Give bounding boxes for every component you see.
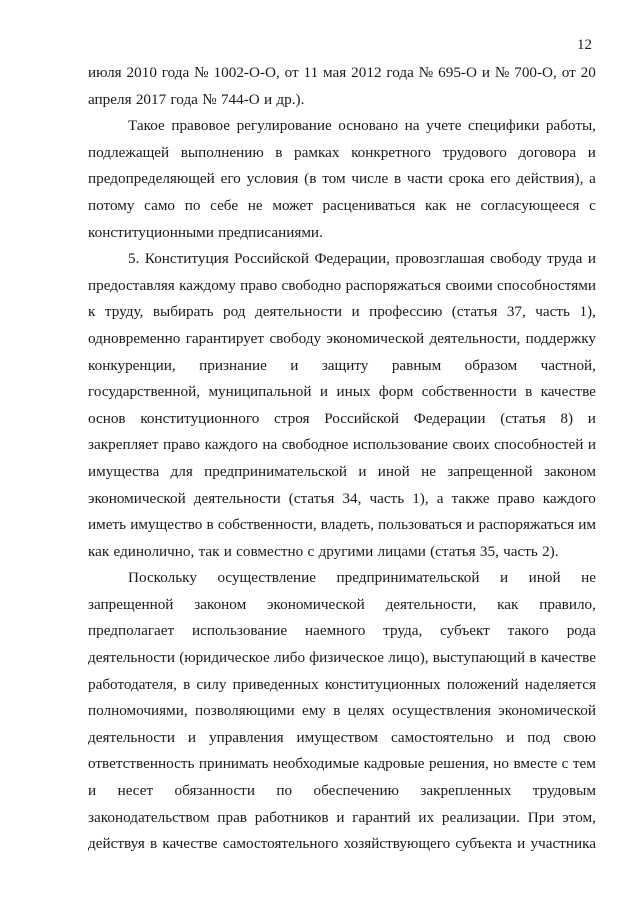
word: самостоятельно: [390, 728, 494, 746]
word: и: [264, 90, 273, 108]
word: труда,: [383, 622, 423, 640]
word: трудовым: [532, 782, 596, 800]
word: от: [284, 64, 299, 81]
word: 1),: [412, 489, 429, 507]
text-line: [88, 330, 596, 357]
word: предполагает: [88, 622, 175, 640]
word: и: [358, 462, 367, 480]
word: а: [589, 170, 596, 188]
word: (юридическое: [179, 649, 270, 667]
text-line: [88, 383, 596, 410]
word: может: [272, 196, 313, 214]
word: экономической: [326, 329, 425, 347]
word: целях: [347, 702, 385, 720]
word: выполнению: [180, 143, 264, 161]
word: числе: [351, 170, 389, 188]
word: 11: [303, 64, 319, 81]
word: в: [529, 649, 537, 667]
word: учете: [426, 117, 462, 135]
word: каждому: [179, 276, 236, 294]
word: и: [88, 782, 97, 800]
word: 2012: [351, 64, 382, 81]
word: субъекта: [455, 835, 513, 853]
word: одновременно: [88, 329, 181, 347]
word: в: [206, 516, 214, 534]
word: право: [163, 436, 201, 454]
word: качестве: [162, 835, 218, 853]
word: своими: [445, 276, 493, 294]
word: условия: [246, 170, 299, 188]
word: работы,: [545, 117, 596, 135]
word: (статья: [451, 303, 498, 321]
text-line: [88, 64, 596, 91]
word: работодателя,: [88, 675, 177, 693]
word: ответственность: [88, 755, 195, 773]
word: (статья: [430, 542, 476, 560]
word: правовое: [171, 117, 231, 135]
word: не: [247, 196, 263, 214]
word: другими: [318, 542, 374, 560]
word: конституционных: [324, 675, 441, 693]
word: хозяйствующего: [343, 835, 451, 853]
word: поддержку: [525, 329, 596, 347]
word: том: [322, 170, 346, 188]
word: не: [455, 196, 471, 214]
text-line: [88, 622, 596, 649]
word: Конституция: [144, 250, 229, 268]
word: иметь: [88, 516, 127, 534]
word: имуществом: [296, 728, 379, 746]
word: апреля: [88, 90, 132, 108]
word: собственности,: [217, 516, 317, 534]
word: провозглашая: [395, 250, 485, 268]
text-line: [88, 809, 596, 836]
word: регулирование: [236, 117, 332, 135]
word: предпринимательской: [336, 569, 480, 587]
text-line: [88, 410, 596, 437]
word: образом: [464, 356, 518, 374]
word: деятельности: [193, 489, 281, 507]
word: распоряжаться: [345, 276, 442, 294]
word: защиту: [321, 356, 369, 374]
word: кадровые: [363, 755, 425, 773]
word: и: [319, 383, 329, 401]
text-line: [88, 755, 596, 782]
word: согласующееся: [480, 196, 580, 214]
word: приведенных: [232, 675, 319, 693]
word: Российской: [324, 409, 400, 427]
word: строя: [274, 409, 310, 427]
word: по: [184, 196, 201, 214]
word: на: [404, 117, 420, 135]
text-line: [88, 197, 596, 224]
word: 37,: [506, 303, 526, 321]
word: и: [587, 436, 596, 454]
word: осуществления: [392, 702, 491, 720]
word: профессию: [369, 303, 443, 321]
word: конкуренции,: [88, 356, 176, 374]
word: экономической: [267, 595, 365, 613]
word: в: [333, 702, 341, 720]
word: №: [194, 64, 209, 81]
word: также: [451, 489, 490, 507]
word: равным: [391, 356, 442, 374]
word: не: [421, 462, 436, 480]
word: такого: [507, 622, 549, 640]
word: в: [149, 835, 158, 853]
word: основано: [338, 117, 399, 135]
word: года: [386, 64, 414, 81]
text-line: [88, 543, 596, 570]
word: 1002-О-О,: [213, 64, 280, 81]
word: законом: [194, 595, 247, 613]
text-line: [88, 649, 596, 676]
word: и: [223, 542, 232, 560]
text-line: [88, 170, 596, 197]
word: 2).: [542, 542, 559, 560]
word: 34,: [342, 489, 362, 507]
word: их: [418, 808, 435, 826]
word: лицами: [377, 542, 426, 560]
word: самостоятельного: [222, 835, 339, 853]
word: реализации.: [441, 808, 520, 826]
word: 695-О: [438, 64, 477, 81]
word: физическое: [309, 649, 385, 667]
word: свободу: [490, 250, 542, 268]
word: года: [161, 64, 190, 81]
word: 35,: [479, 542, 499, 560]
word: полномочиями,: [88, 702, 188, 720]
word: деятельности,: [429, 329, 521, 347]
text-line: [88, 117, 596, 144]
word: ему: [301, 702, 326, 720]
word: род: [223, 303, 246, 321]
word: его: [490, 170, 511, 188]
word: наемного: [304, 622, 366, 640]
word: каждого: [542, 489, 596, 507]
word: под: [527, 728, 551, 746]
word: муниципальной: [208, 383, 312, 401]
word: форм: [378, 383, 414, 401]
word: 2010: [126, 64, 157, 81]
word: №: [494, 64, 510, 81]
word: действуя: [88, 835, 145, 853]
word: Поскольку: [128, 569, 197, 587]
word: деятельности: [88, 728, 175, 746]
word: принимать: [198, 755, 269, 773]
word: экономической: [498, 702, 596, 720]
word: пользоваться: [378, 516, 463, 534]
word: подлежащей: [88, 143, 170, 161]
word: и: [481, 64, 490, 81]
word: право: [497, 489, 535, 507]
word: свободное: [281, 436, 349, 454]
text-line: [88, 250, 596, 277]
word: силу: [196, 675, 227, 693]
word: деятельности: [255, 303, 342, 321]
text-line: [88, 516, 596, 543]
word: и: [499, 569, 509, 587]
word: года: [170, 90, 198, 108]
word: прав: [217, 808, 247, 826]
word: конституционными: [88, 223, 214, 241]
word: (статья: [288, 489, 335, 507]
word: 8): [560, 409, 574, 427]
word: и: [517, 835, 526, 853]
word: мая: [323, 64, 347, 81]
word: деятельности: [88, 649, 175, 667]
word: и: [466, 516, 475, 534]
word: законодательством: [88, 808, 210, 826]
word: труда: [547, 250, 583, 268]
word: (в: [304, 170, 317, 188]
word: закрепленных: [420, 782, 512, 800]
word: (статья: [500, 409, 546, 427]
word: субъект: [440, 622, 490, 640]
word: его: [220, 170, 241, 188]
word: Такое: [128, 117, 165, 135]
word: для: [170, 462, 193, 480]
word: в: [183, 675, 191, 693]
word: положений: [446, 675, 519, 693]
text-line: [88, 596, 596, 623]
text-line: [88, 303, 596, 330]
word: вместе: [513, 755, 558, 773]
word: управления: [208, 728, 284, 746]
word: июля: [88, 64, 122, 81]
word: часть: [535, 303, 570, 321]
document-body: [88, 64, 596, 862]
word: свою: [563, 728, 596, 746]
text-line: [88, 463, 596, 490]
text-line: [88, 702, 596, 729]
word: Российской: [234, 250, 309, 268]
word: свободу: [269, 329, 322, 347]
word: как: [88, 542, 110, 560]
word: им: [578, 516, 596, 534]
text-line: [88, 569, 596, 596]
word: с: [307, 542, 315, 560]
word: потому: [88, 196, 135, 214]
word: и: [587, 143, 596, 161]
text-line: [88, 676, 596, 703]
word: себе: [210, 196, 239, 214]
page-number: 12: [577, 37, 592, 53]
word: обеспечению: [313, 782, 399, 800]
word: необходимые: [272, 755, 360, 773]
word: но: [493, 755, 509, 773]
word: обязанности: [174, 782, 255, 800]
word: срока: [448, 170, 485, 188]
word: иных: [336, 383, 371, 401]
word: совместно: [236, 542, 304, 560]
word: запрещенной: [88, 595, 174, 613]
word: способностями: [497, 276, 596, 294]
word: в: [275, 143, 283, 161]
word: своих: [452, 436, 490, 454]
word: экономической: [88, 489, 186, 507]
word: запрещенной: [447, 462, 533, 480]
word: работников: [254, 808, 329, 826]
word: рамках: [294, 143, 340, 161]
word: участника: [530, 835, 596, 853]
word: действия),: [516, 170, 584, 188]
word: 744-О: [220, 90, 260, 108]
word: использование: [352, 436, 448, 454]
word: право: [240, 276, 278, 294]
word: распоряжаться: [478, 516, 575, 534]
word: выступающий: [432, 649, 526, 667]
word: предопределяющей: [88, 170, 215, 188]
word: 5.: [128, 250, 140, 268]
word: от: [561, 64, 576, 81]
word: При: [527, 808, 555, 826]
word: деятельности,: [385, 595, 477, 613]
word: само: [144, 196, 176, 214]
word: а: [436, 489, 444, 507]
text-line: [88, 144, 596, 171]
word: государственной,: [88, 383, 201, 401]
word: №: [202, 90, 217, 108]
word: имущества: [88, 462, 160, 480]
word: и: [187, 728, 197, 746]
word: каждого: [204, 436, 258, 454]
word: основ: [88, 409, 126, 427]
word: по: [276, 782, 293, 800]
word: к: [88, 303, 96, 321]
word: либо: [274, 649, 306, 667]
word: договора: [518, 143, 577, 161]
word: и: [336, 808, 345, 826]
text-line: [88, 782, 596, 809]
word: части: [406, 170, 443, 188]
word: наделяется: [524, 675, 596, 693]
word: качестве: [540, 383, 596, 401]
word: расцениваться: [322, 196, 416, 214]
word: Федерации: [413, 409, 486, 427]
word: часть: [369, 489, 405, 507]
word: выбирать: [152, 303, 214, 321]
word: владеть,: [320, 516, 374, 534]
word: рода: [566, 622, 596, 640]
word: имущество: [130, 516, 203, 534]
text-line: [88, 490, 596, 517]
word: гарантирует: [185, 329, 265, 347]
word: позволяющими: [194, 702, 295, 720]
word: частной,: [540, 356, 596, 374]
word: закрепляет: [88, 436, 159, 454]
word: так: [198, 542, 220, 560]
word: 700-О,: [514, 64, 557, 81]
word: на: [262, 436, 278, 454]
text-line: [88, 224, 596, 251]
word: др.).: [276, 90, 305, 108]
word: №: [418, 64, 434, 81]
text-line: [88, 277, 596, 304]
word: и: [290, 356, 299, 374]
word: и: [587, 250, 596, 268]
text-line: [88, 729, 596, 756]
word: в: [393, 170, 402, 188]
word: и: [587, 409, 596, 427]
word: этом,: [562, 808, 596, 826]
word: не: [581, 569, 596, 587]
word: труду,: [104, 303, 144, 321]
word: иной: [377, 462, 410, 480]
word: собственности: [421, 383, 517, 401]
word: с: [561, 755, 569, 773]
word: качестве: [540, 649, 596, 667]
word: единолично,: [113, 542, 195, 560]
word: конституционного: [140, 409, 260, 427]
word: свободно: [281, 276, 342, 294]
word: использование: [192, 622, 288, 640]
word: тем: [572, 755, 596, 773]
word: с: [589, 196, 596, 214]
word: лицо),: [388, 649, 429, 667]
word: осуществление: [217, 569, 317, 587]
word: в: [525, 383, 533, 401]
word: предоставляя: [88, 276, 175, 294]
word: предпринимательской: [204, 462, 348, 480]
word: несет: [117, 782, 154, 800]
word: конкретного: [351, 143, 431, 161]
word: гарантий: [352, 808, 411, 826]
word: 2017: [135, 90, 167, 108]
word: и: [506, 728, 515, 746]
word: 1),: [579, 303, 596, 321]
word: Федерации,: [314, 250, 390, 268]
word: часть: [503, 542, 538, 560]
word: иной: [528, 569, 561, 587]
word: как: [425, 196, 447, 214]
word: признание: [199, 356, 267, 374]
word: законом: [543, 462, 596, 480]
word: как: [497, 595, 519, 613]
word: решения,: [428, 755, 489, 773]
word: правило,: [539, 595, 596, 613]
word: трудового: [442, 143, 507, 161]
word: специфики: [467, 117, 540, 135]
word: 20: [580, 64, 596, 81]
word: способностей: [494, 436, 584, 454]
text-line: [88, 436, 596, 463]
text-line: [88, 835, 596, 862]
text-line: [88, 91, 596, 118]
text-line: [88, 357, 596, 384]
word: и: [351, 303, 360, 321]
word: предписаниями.: [218, 223, 323, 241]
